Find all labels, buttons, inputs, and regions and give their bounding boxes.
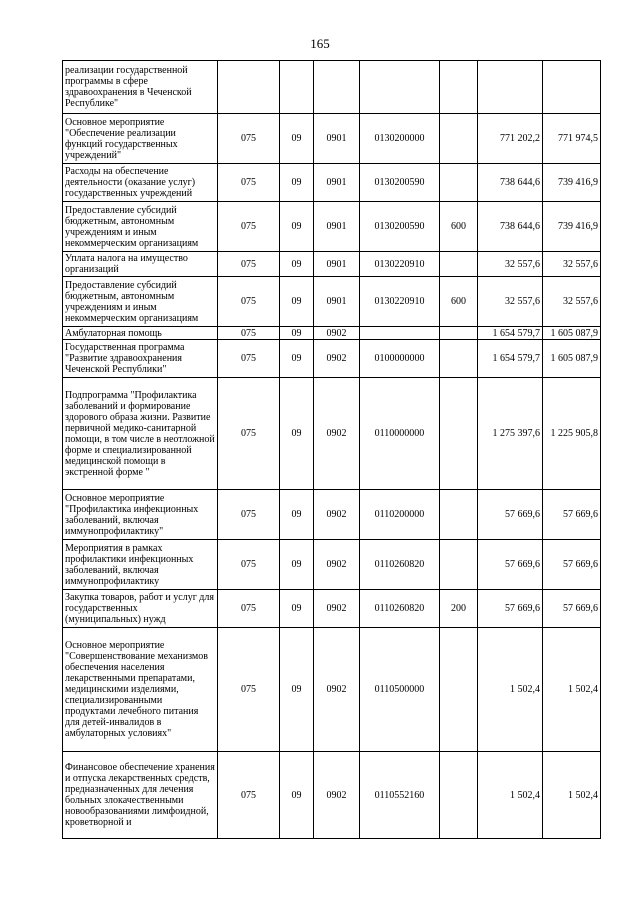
section-code: 09 — [280, 114, 314, 164]
amount-year-2: 739 416,9 — [543, 164, 601, 202]
section-code: 09 — [280, 202, 314, 252]
target-code: 0110260820 — [360, 540, 440, 590]
amount-year-2 — [543, 61, 601, 114]
target-code: 0130200000 — [360, 114, 440, 164]
amount-year-2: 57 669,6 — [543, 490, 601, 540]
amount-year-1: 57 669,6 — [478, 540, 543, 590]
expense-type-code — [440, 540, 478, 590]
amount-year-2: 57 669,6 — [543, 590, 601, 628]
amount-year-1: 57 669,6 — [478, 590, 543, 628]
subsection-code: 0901 — [314, 164, 360, 202]
amount-year-2: 771 974,5 — [543, 114, 601, 164]
table-row — [63, 540, 601, 590]
expense-type-code — [440, 378, 478, 490]
admin-code: 075 — [218, 628, 280, 752]
row-name: реализации государственной программы в сфере здравоохранения в Чеченской Республике" — [63, 61, 218, 114]
row-name: Предоставление субсидий бюджетным, автономным учреждениям и иным некоммерческим организациям — [63, 202, 218, 252]
target-code — [360, 327, 440, 340]
amount-year-2: 1 605 087,9 — [543, 327, 601, 340]
row-name: Основное мероприятие "Профилактика инфекционных заболеваний, включая иммунопрофилактику" — [63, 490, 218, 540]
admin-code: 075 — [218, 590, 280, 628]
subsection-code: 0901 — [314, 202, 360, 252]
amount-year-2: 1 225 905,8 — [543, 378, 601, 490]
admin-code: 075 — [218, 752, 280, 839]
section-code: 09 — [280, 164, 314, 202]
row-name: Финансовое обеспечение хранения и отпуска лекарственных средств, предназначенных для лечения больных злокачественными новообразованиями лимфоидной, кроветворной и — [63, 752, 218, 839]
section-code: 09 — [280, 327, 314, 340]
amount-year-2: 1 502,4 — [543, 628, 601, 752]
expense-type-code — [440, 327, 478, 340]
row-name: Закупка товаров, работ и услуг для государственных (муниципальных) нужд — [63, 590, 218, 628]
table-row — [63, 252, 601, 277]
amount-year-2: 32 557,6 — [543, 252, 601, 277]
admin-code: 075 — [218, 327, 280, 340]
amount-year-2: 32 557,6 — [543, 277, 601, 327]
amount-year-1: 1 502,4 — [478, 628, 543, 752]
target-code: 0100000000 — [360, 340, 440, 378]
table-row — [63, 752, 601, 839]
expense-type-code — [440, 164, 478, 202]
table-row — [63, 164, 601, 202]
expense-type-code — [440, 114, 478, 164]
amount-year-1: 32 557,6 — [478, 252, 543, 277]
expense-type-code — [440, 490, 478, 540]
target-code: 0130200590 — [360, 164, 440, 202]
section-code: 09 — [280, 752, 314, 839]
row-name: Основное мероприятие "Совершенствование механизмов обеспечения населения лекарственными препаратами, медицинскими изделиями, специализированными продуктами лечебного питания для детей-инвалидов в амбулаторных условиях" — [63, 628, 218, 752]
row-name: Уплата налога на имущество организаций — [63, 252, 218, 277]
subsection-code: 0902 — [314, 540, 360, 590]
row-name: Предоставление субсидий бюджетным, автономным учреждениям и иным некоммерческим организациям — [63, 277, 218, 327]
section-code: 09 — [280, 590, 314, 628]
table-row — [63, 327, 601, 340]
budget-table-body — [63, 61, 601, 839]
row-name: Государственная программа "Развитие здравоохранения Чеченской Республики" — [63, 340, 218, 378]
table-row — [63, 61, 601, 114]
row-name: Подпрограмма "Профилактика заболеваний и формирование здорового образа жизни. Развитие первичной медико-санитарной помощи, в том числе в неотложной форме и специализированной медицинской помощи в экстренной форме " — [63, 378, 218, 490]
expense-type-code — [440, 340, 478, 378]
section-code: 09 — [280, 277, 314, 327]
target-code: 0130220910 — [360, 252, 440, 277]
admin-code: 075 — [218, 202, 280, 252]
row-name: Расходы на обеспечение деятельности (оказание услуг) государственных учреждений — [63, 164, 218, 202]
admin-code: 075 — [218, 378, 280, 490]
row-name: Амбулаторная помощь — [63, 327, 218, 340]
amount-year-2: 739 416,9 — [543, 202, 601, 252]
table-row — [63, 490, 601, 540]
amount-year-2: 57 669,6 — [543, 540, 601, 590]
expense-type-code: 600 — [440, 277, 478, 327]
amount-year-1: 1 654 579,7 — [478, 340, 543, 378]
admin-code — [218, 61, 280, 114]
target-code — [360, 61, 440, 114]
admin-code: 075 — [218, 114, 280, 164]
table-row — [63, 628, 601, 752]
subsection-code: 0901 — [314, 114, 360, 164]
subsection-code: 0902 — [314, 628, 360, 752]
target-code: 0110500000 — [360, 628, 440, 752]
row-name: Мероприятия в рамках профилактики инфекционных заболеваний, включая иммунопрофилактику — [63, 540, 218, 590]
expense-type-code — [440, 252, 478, 277]
subsection-code: 0902 — [314, 378, 360, 490]
table-row — [63, 378, 601, 490]
target-code: 0110200000 — [360, 490, 440, 540]
subsection-code: 0902 — [314, 752, 360, 839]
expense-type-code — [440, 628, 478, 752]
target-code: 0130220910 — [360, 277, 440, 327]
subsection-code: 0902 — [314, 490, 360, 540]
amount-year-1 — [478, 61, 543, 114]
section-code — [280, 61, 314, 114]
table-row — [63, 114, 601, 164]
admin-code: 075 — [218, 340, 280, 378]
page-number: 165 — [310, 36, 330, 51]
admin-code: 075 — [218, 277, 280, 327]
subsection-code: 0902 — [314, 340, 360, 378]
expense-type-code — [440, 61, 478, 114]
amount-year-2: 1 502,4 — [543, 752, 601, 839]
admin-code: 075 — [218, 252, 280, 277]
section-code: 09 — [280, 540, 314, 590]
amount-year-1: 32 557,6 — [478, 277, 543, 327]
subsection-code: 0902 — [314, 590, 360, 628]
amount-year-1: 738 644,6 — [478, 164, 543, 202]
admin-code: 075 — [218, 540, 280, 590]
subsection-code: 0902 — [314, 327, 360, 340]
target-code: 0130200590 — [360, 202, 440, 252]
amount-year-1: 738 644,6 — [478, 202, 543, 252]
subsection-code: 0901 — [314, 277, 360, 327]
budget-table — [62, 60, 601, 839]
admin-code: 075 — [218, 164, 280, 202]
amount-year-1: 57 669,6 — [478, 490, 543, 540]
amount-year-1: 1 275 397,6 — [478, 378, 543, 490]
amount-year-2: 1 605 087,9 — [543, 340, 601, 378]
target-code: 0110552160 — [360, 752, 440, 839]
expense-type-code: 600 — [440, 202, 478, 252]
expense-type-code: 200 — [440, 590, 478, 628]
section-code: 09 — [280, 378, 314, 490]
target-code: 0110000000 — [360, 378, 440, 490]
subsection-code — [314, 61, 360, 114]
section-code: 09 — [280, 340, 314, 378]
target-code: 0110260820 — [360, 590, 440, 628]
admin-code: 075 — [218, 490, 280, 540]
table-row — [63, 340, 601, 378]
section-code: 09 — [280, 252, 314, 277]
section-code: 09 — [280, 490, 314, 540]
table-row — [63, 202, 601, 252]
amount-year-1: 1 502,4 — [478, 752, 543, 839]
row-name: Основное мероприятие "Обеспечение реализации функций государственных учреждений" — [63, 114, 218, 164]
expense-type-code — [440, 752, 478, 839]
table-row — [63, 590, 601, 628]
subsection-code: 0901 — [314, 252, 360, 277]
section-code: 09 — [280, 628, 314, 752]
amount-year-1: 1 654 579,7 — [478, 327, 543, 340]
amount-year-1: 771 202,2 — [478, 114, 543, 164]
table-row — [63, 277, 601, 327]
